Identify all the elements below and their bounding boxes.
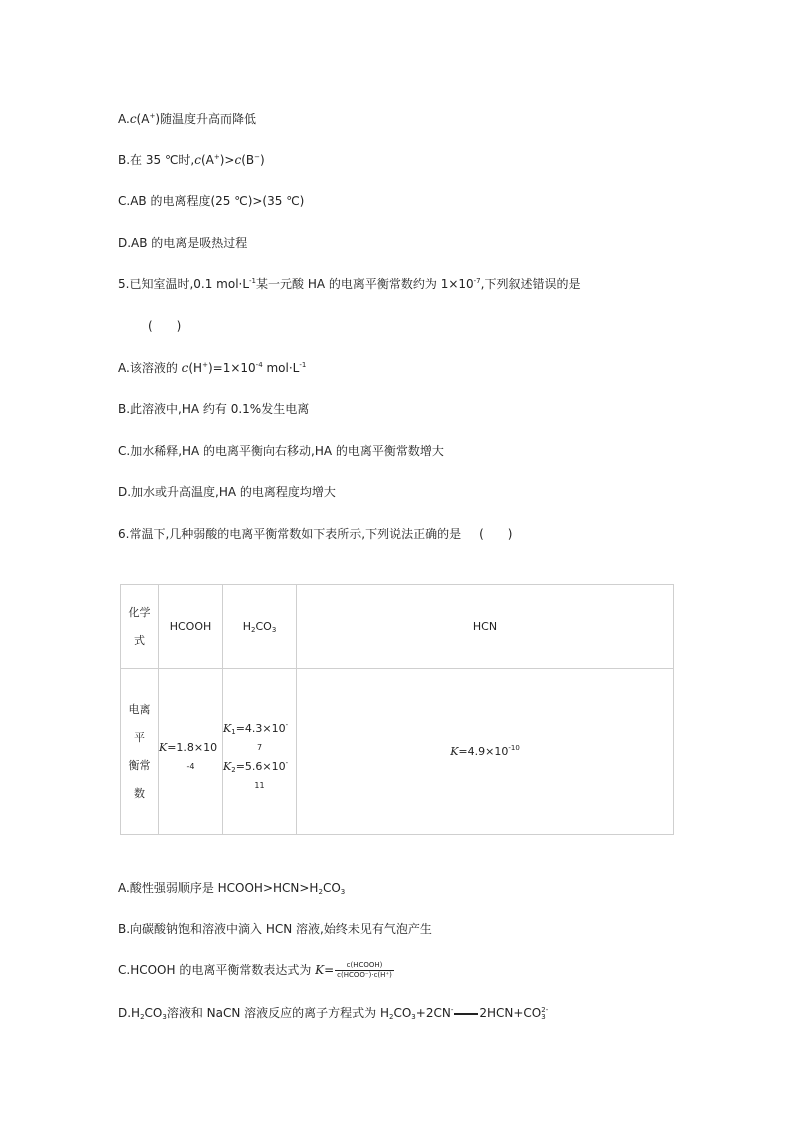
q5-option-b: B.此溶液中,HA 约有 0.1%发生电离 [118,402,310,416]
q4-option-b: B.在 35 ℃时,c(A+)>c(B−) [118,153,265,167]
q6-answer-bracket: ( ) [479,527,513,541]
table-constant-row [121,669,674,835]
q4-option-d: D.AB 的电离是吸热过程 [118,236,248,250]
ka-hcooh: K=1.8×10 -4 [159,669,223,835]
header-formula: 化学 式 [121,585,159,669]
row-label-constant: 电离 平 衡常 数 [121,669,159,835]
q6-stem: 6.常温下,几种弱酸的电离平衡常数如下表所示,下列说法正确的是 ( ) [118,527,513,541]
header-hcn: HCN [297,585,674,669]
q6-option-b: B.向碳酸钠饱和溶液中滴入 HCN 溶液,始终未见有气泡产生 [118,922,432,936]
carbonate-charge: 2- 3 [541,1005,549,1021]
ka-hcn: $K=4.9\times 10^{-10}$ [297,669,674,835]
q5-option-c: C.加水稀释,HA 的电离平衡向右移动,HA 的电离平衡常数增大 [118,444,444,458]
q6-option-d: $D.H_2CO_3$溶液和 NaCN 溶液反应的离子方程式为 $H_2CO_3+2CN^-$ 2HCN+CO 2- 3 [118,1005,549,1021]
table-header-row [121,585,674,669]
q4-option-a: A.c(A+)随温度升高而降低 [118,112,256,126]
q5-option-a: A.该溶液的 $c(H^+)=1\times 10^{-4}$ $mol\cdot L^{-1}$ [118,361,307,375]
q5-answer-bracket: ( ) [148,319,182,333]
q5-stem: 5.已知室温时,0.1 $mol\cdot L^{-1}$某一元酸 HA 的电离平衡常数约为 $1\times 10^{-7}$,下列叙述错误的是 [118,277,581,291]
ka-h2co3: $K_1=4.3\times 10^-$ 7 $K_2=5.6\times 10^-$ 11 [223,669,297,835]
q6-option-a: A.酸性强弱顺序是 $HCOOH>HCN>H_2CO_3$ [118,881,346,896]
acid-constants-table [120,584,674,835]
q6-option-c: C.HCOOH 的电离平衡常数表达式为 K= $\frac{\text{c(HCOOH)}}{\text{c(HCOO⁻)·c(H⁺)}}$ [118,961,392,979]
q5-option-d: D.加水或升高温度,HA 的电离程度均增大 [118,485,336,499]
header-h2co3: $H_2CO_3$ [223,585,297,669]
header-hcooh: HCOOH [159,585,223,669]
ka-expression-fraction: $\frac{\text{c(HCOOH)}}{\text{c(HCOO⁻)·c(H⁺)}}$ [337,961,392,979]
reaction-equals-sign [454,1013,478,1015]
q4-option-c: C.AB 的电离程度(25 ℃)>(35 ℃) [118,194,305,208]
